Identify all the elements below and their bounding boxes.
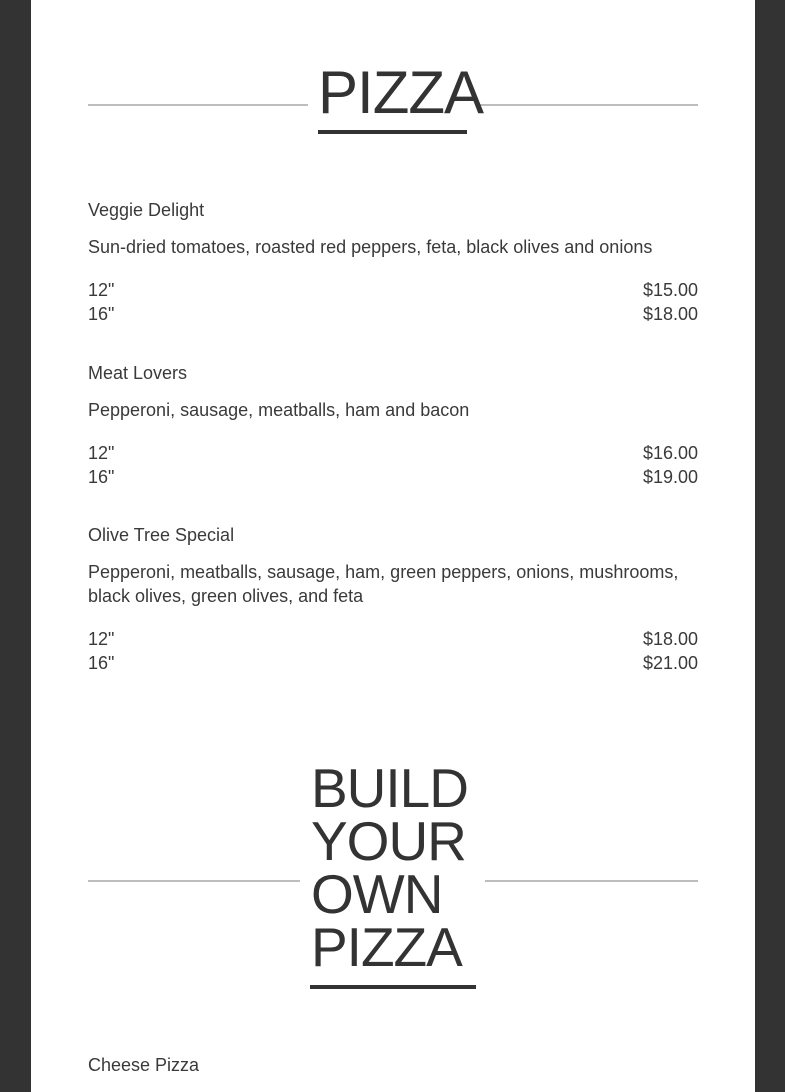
item-name: Cheese Pizza (88, 1055, 200, 1075)
item-description: Pepperoni, meatballs, sausage, ham, green peppers, onions, mushrooms, black olives, green olives, and feta (88, 562, 679, 606)
price: $19.00 (642, 467, 698, 487)
title-line: BUILD (311, 757, 468, 819)
item-name: Veggie Delight (88, 200, 205, 220)
divider-left (88, 104, 308, 106)
divider-left (88, 880, 300, 882)
price: $18.00 (642, 304, 698, 324)
section-title-build-your-own (311, 757, 468, 978)
price: $15.00 (642, 280, 698, 300)
title-line: OWN (311, 863, 443, 925)
price: $18.00 (642, 629, 698, 649)
menu-item (88, 198, 698, 326)
menu-item (88, 523, 698, 675)
price: $21.00 (642, 653, 698, 673)
size: 12" (88, 443, 115, 463)
item-description: Pepperoni, sausage, meatballs, ham and bacon (88, 400, 470, 420)
title-underline (310, 985, 476, 989)
item-name: Meat Lovers (88, 363, 188, 383)
section-title-pizza: PIZZA (318, 59, 484, 126)
divider-right (485, 880, 698, 882)
menu-item (88, 1053, 698, 1077)
size-row (88, 465, 698, 489)
size-row (88, 627, 698, 651)
size-row (88, 651, 698, 675)
divider-right (476, 104, 698, 106)
title-line: YOUR (311, 810, 466, 872)
size: 16" (88, 653, 115, 673)
size: 16" (88, 304, 115, 324)
size-row (88, 278, 698, 302)
item-description: Sun-dried tomatoes, roasted red peppers, feta, black olives and onions (88, 237, 653, 257)
title-underline (318, 130, 467, 134)
size: 12" (88, 629, 115, 649)
menu-item (88, 361, 698, 489)
price: $16.00 (642, 443, 698, 463)
size: 16" (88, 467, 115, 487)
size-row (88, 302, 698, 326)
title-line: PIZZA (311, 916, 462, 978)
item-name: Olive Tree Special (88, 525, 235, 545)
size: 12" (88, 280, 115, 300)
size-row (88, 441, 698, 465)
